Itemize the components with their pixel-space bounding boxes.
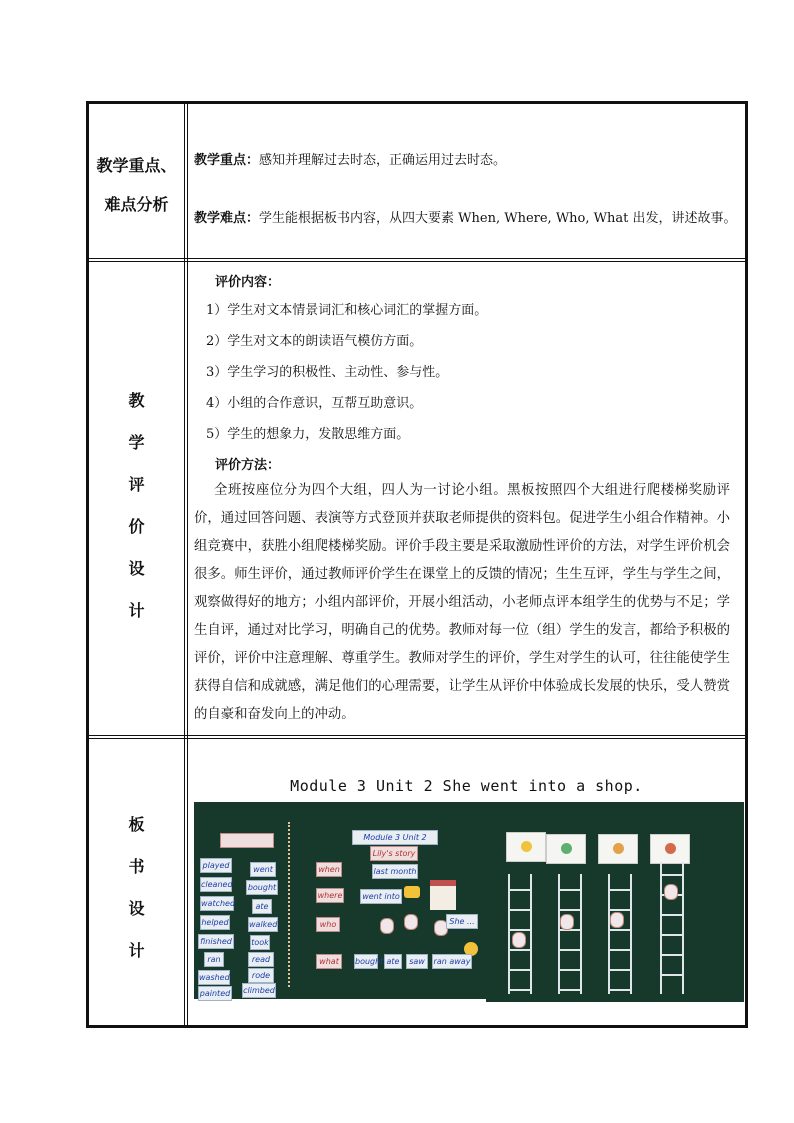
wavy-divider [288,822,296,987]
evaluation-header-char: 评 [128,475,145,494]
teaching-focus-text: 感知并理解过去时态，正确运用过去时态。 [259,153,507,168]
she-card: She ... [446,914,478,929]
verb-card: ate [252,899,272,914]
board-card [220,833,274,848]
evaluation-header-char: 教 [128,391,145,410]
verb-card: read [248,952,274,967]
evaluation-item: 4）小组的合作意识，互帮互助意识。 [206,396,423,411]
board-header-char: 计 [128,941,145,960]
evaluation-header-char: 计 [128,601,145,620]
mouse-icon [512,932,526,948]
evaluation-header-char: 价 [128,517,145,536]
board-title: Module 3 Unit 2 She went into a shop. [290,777,643,795]
picture-card [546,834,586,864]
teaching-difficulty [194,207,736,226]
key-points-header [89,153,184,215]
board-header-char: 板 [128,815,145,834]
action-card: ran away [432,954,472,969]
action-card: saw [406,954,428,969]
key-points-header-line1: 教学重点、 [96,156,177,175]
verb-card: walked [248,917,278,932]
went-into-card: went into [360,889,402,904]
board-header-char: 设 [128,899,145,918]
mouse-icon [610,912,624,928]
mouse-icon [664,884,678,900]
ladder [660,862,684,994]
evaluation-method-text: 全班按座位分为四个大组，四人为一讨论小组。黑板按照四个大组进行爬楼梯奖励评价，通过回答问题、表演等方式登顶并获取老师提供的资料包。促进学生小组合作精神。小组竞赛中，获胜小组爬楼梯奖励。评价手段主要是采取激励性评价的方法，对学生评价机会很多。师生评价，通过教师评价学生在课堂上的反馈的情况；生生互评，学生与学生之间，观察做得好的地方；小组内部评价，开展小组活动，小老师点评本组学生的优势与不足；学生自评，通过对比学习，明确自己的优势。教师对每一位（组）学生的发言，都给予积极的评价，评价中注意理解、尊重学生。教师对学生的评价，学生对学生的认可，往往能使学生获得自信和成就感，满足他们的心理需要，让学生从评价中体验成长发展的快乐，受人赞赏的自豪和奋发向上的冲动。 [194,483,730,722]
wh-card: when [316,862,342,877]
time-card: last month [372,864,418,879]
board-cell [188,739,745,1025]
verb-card: watched [200,896,234,911]
evaluation-content-title: 评价内容： [215,275,281,290]
wh-card: what [316,954,342,969]
evaluation-item: 1）学生对文本情景词汇和核心词汇的掌握方面。 [206,303,488,318]
teaching-difficulty-text: 学生能根据板书内容，从四大要素 When, Where, Who, What 出发，讲述故事。 [259,211,737,226]
evaluation-item: 3）学生学习的积极性、主动性、参与性。 [206,365,449,380]
mouse-icon [560,914,574,930]
teaching-focus-label: 教学重点： [194,153,260,168]
key-points-header-line2: 难点分析 [104,195,169,214]
board-header-char: 书 [128,857,145,876]
mouse-icon [404,914,418,930]
shop-icon [430,880,456,910]
cheese-icon [404,886,420,898]
action-card: bought [354,954,378,969]
verb-card: climbed [242,983,276,998]
verb-card: cleaned [200,877,232,892]
verb-card: painted [198,986,232,1001]
board-header [89,804,184,972]
key-points-cell [188,104,745,258]
center-sub-card: Lily's story [370,846,418,861]
ladder [608,874,632,994]
verb-card: took [250,935,270,950]
verb-card: washed [198,970,230,985]
evaluation-header-char: 设 [128,559,145,578]
teaching-focus [194,149,506,168]
blackboard-photo-left [194,802,486,999]
evaluation-header [89,380,184,632]
mouse-icon [380,918,394,934]
verb-card: finished [198,934,234,949]
evaluation-method-title: 评价方法： [215,458,281,473]
evaluation-cell [188,262,745,735]
wh-card: where [316,888,344,903]
picture-card [598,834,638,864]
verb-card: played [200,858,232,873]
verb-card: bought [246,880,278,895]
verb-card: ran [204,952,224,967]
center-title-card: Module 3 Unit 2 [352,830,438,845]
evaluation-item: 5）学生的想象力，发散思维方面。 [206,427,410,442]
verb-card: rode [248,968,274,983]
evaluation-header-char: 学 [128,433,145,452]
picture-card [506,832,546,862]
lesson-plan-table [86,101,748,1028]
verb-card: helped [200,915,230,930]
ladder [558,874,582,994]
verb-card: went [250,862,276,877]
wh-card: who [316,917,340,932]
evaluation-item: 2）学生对文本的朗读语气模仿方面。 [206,334,423,349]
teaching-difficulty-label: 教学难点： [194,211,260,226]
blackboard-photo-right [486,802,744,1002]
action-card: ate [384,954,402,969]
picture-card [650,834,690,864]
